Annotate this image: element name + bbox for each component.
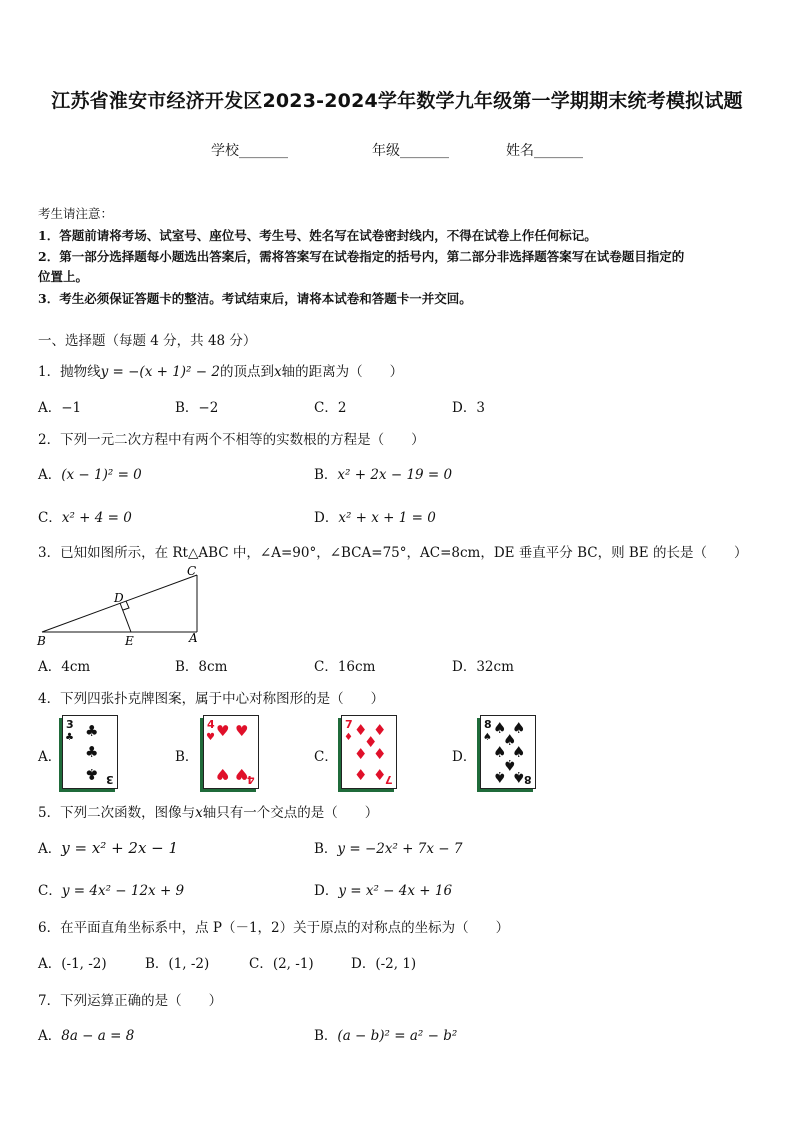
q5-option-c-label: C． <box>38 883 62 899</box>
segment-de <box>120 603 131 632</box>
question-5 <box>38 801 378 821</box>
spade-icon: ♠ <box>512 743 526 761</box>
q5-option-d-label: D． <box>314 883 339 899</box>
q3-option-b: B．8cm <box>175 659 228 675</box>
heart-icon: ♥ <box>216 765 230 783</box>
diamond-icon: ♦ <box>354 766 368 784</box>
spade-icon: ♠ <box>493 719 507 737</box>
card-rank: 7 <box>385 773 393 786</box>
notice-item-2-cont: 位置上。 <box>38 269 89 284</box>
diamond-icon: ♦ <box>354 745 368 763</box>
q2-option-c-math: x² + 4 = 0 <box>61 510 132 526</box>
q5-option-d <box>314 879 452 899</box>
playing-card-4-hearts <box>203 715 259 789</box>
q5-option-b <box>314 837 462 857</box>
q7-option-a <box>38 1024 134 1044</box>
q1-option-c: C．2 <box>314 400 347 416</box>
notice-item-2: 2．第一部分选择题每小题选出答案后，需将答案写在试卷指定的括号内，第二部分非选择题答案写在试卷题目指定的 <box>38 249 685 264</box>
q3-option-a: A．4cm <box>38 659 91 675</box>
q1-var: x <box>273 364 282 380</box>
q4-option-b: B． <box>175 749 199 765</box>
club-icon: ♣ <box>65 732 74 743</box>
q5-option-a-label: A． <box>38 841 62 857</box>
notice-item-3: 3．考生必须保证答题卡的整洁。考试结束后，请将本试卷和答题卡一并交回。 <box>38 291 472 306</box>
diamond-icon: ♦ <box>344 732 353 743</box>
label-c: C <box>187 564 197 578</box>
playing-card-8-spades <box>480 715 536 789</box>
q6-option-b: B．(1, -2) <box>145 956 210 972</box>
q7-option-a-math: 8a − a = 8 <box>61 1028 135 1044</box>
question-3: 3．已知如图所示，在 Rt△ABC 中，∠A=90°，∠BCA=75°，AC=8cm，DE 垂直平分 BC，则 BE 的长是（ ） <box>38 545 748 561</box>
exam-title: 江苏省淮安市经济开发区2023-2024学年数学九年级第一学期期末统考模拟试题 <box>51 90 743 112</box>
diamond-icon: ♦ <box>373 745 387 763</box>
question-7: 7．下列运算正确的是（ ） <box>38 993 223 1009</box>
diamond-icon: ♦ <box>354 721 368 739</box>
section-heading: 一、选择题（每题 4 分，共 48 分） <box>38 333 257 349</box>
school-field: 学校_______ <box>211 143 288 159</box>
q5-option-b-math: y = −2x² + 7x − 7 <box>337 841 463 857</box>
q1-option-b: B．−2 <box>175 400 219 416</box>
q1-option-d: D．3 <box>452 400 485 416</box>
q7-option-b-math: (a − b)² = a² − b² <box>337 1028 458 1044</box>
q6-option-a: A．(-1, -2) <box>38 956 107 972</box>
card-rank: 4 <box>247 773 255 786</box>
q6-option-d: D．(-2, 1) <box>351 956 417 972</box>
q1-stem-pre: 1．抛物线 <box>38 364 101 380</box>
club-icon: ♣ <box>85 765 99 783</box>
playing-card-7-diamonds <box>341 715 397 789</box>
q2-option-a-label: A． <box>38 467 62 483</box>
q5-option-d-math: y = x² − 4x + 16 <box>338 883 453 899</box>
q1-formula: y = −(x + 1)² − 2 <box>100 364 220 380</box>
q2-option-c <box>38 506 132 526</box>
q2-option-d-math: x² + x + 1 = 0 <box>338 510 436 526</box>
q2-option-a <box>38 463 142 483</box>
q7-option-b-label: B． <box>314 1028 338 1044</box>
notice-heading: 考生请注意： <box>38 206 114 221</box>
card-rank: 4 <box>207 718 215 731</box>
label-b: B <box>37 634 46 648</box>
q5-option-c <box>38 879 184 899</box>
club-icon: ♣ <box>85 743 99 761</box>
playing-card-3-clubs <box>62 715 118 789</box>
heart-icon: ♥ <box>216 722 230 740</box>
q4-option-c: C． <box>314 749 338 765</box>
grade-field: 年级_______ <box>372 143 449 159</box>
notice-item-1: 1．答题前请将考场、试室号、座位号、考生号、姓名写在试卷密封线内，不得在试卷上作任何标记。 <box>38 228 597 243</box>
question-2: 2．下列一元二次方程中有两个不相等的实数根的方程是（ ） <box>38 432 425 448</box>
spade-icon: ♠ <box>483 732 492 743</box>
question-6: 6．在平面直角坐标系中，点 P（－1，2）关于原点的对称点的坐标为（ ） <box>38 920 510 936</box>
spade-icon: ♠ <box>512 719 526 737</box>
card-rank: 3 <box>106 773 114 786</box>
card-rank: 8 <box>484 718 492 731</box>
card-rank: 3 <box>66 718 74 731</box>
q7-option-b <box>314 1024 457 1044</box>
name-field: 姓名_______ <box>506 143 583 159</box>
label-e: E <box>125 634 134 648</box>
label-a: A <box>189 631 198 645</box>
triangle-diagram <box>34 563 214 649</box>
q2-option-c-label: C． <box>38 510 62 526</box>
q2-option-d <box>314 506 436 526</box>
q4-option-d: D． <box>452 749 477 765</box>
q2-option-b-label: B． <box>314 467 338 483</box>
q3-option-c: C．16cm <box>314 659 376 675</box>
q2-option-d-label: D． <box>314 510 339 526</box>
diamond-icon: ♦ <box>373 721 387 739</box>
q5-var: x <box>195 805 203 821</box>
q5-stem-post: 轴只有一个交点的是（ ） <box>202 805 379 821</box>
q5-option-a <box>38 837 178 857</box>
q1-stem-mid: 的顶点到 <box>219 364 274 380</box>
q1-option-a: A．−1 <box>38 400 82 416</box>
question-4: 4．下列四张扑克牌图案，属于中心对称图形的是（ ） <box>38 691 385 707</box>
spade-icon: ♠ <box>503 731 517 749</box>
q2-option-b-math: x² + 2x − 19 = 0 <box>337 467 453 483</box>
diamond-icon: ♦ <box>373 766 387 784</box>
spade-icon: ♠ <box>493 743 507 761</box>
spade-icon: ♠ <box>512 768 526 786</box>
q3-option-d: D．32cm <box>452 659 514 675</box>
label-d: D <box>114 591 124 605</box>
q4-option-a: A． <box>38 749 62 765</box>
q5-option-a-math: y = x² + 2x − 1 <box>61 839 179 857</box>
spade-icon: ♠ <box>493 768 507 786</box>
diamond-icon: ♦ <box>364 733 378 751</box>
spade-icon: ♠ <box>503 756 517 774</box>
heart-icon: ♥ <box>235 765 249 783</box>
question-1 <box>38 360 403 380</box>
q5-option-b-label: B． <box>314 841 338 857</box>
q6-option-c: C．(2, -1) <box>249 956 314 972</box>
club-icon: ♣ <box>85 722 99 740</box>
heart-icon: ♥ <box>235 722 249 740</box>
card-rank: 7 <box>345 718 353 731</box>
q1-stem-post: 轴的距离为（ ） <box>281 364 404 380</box>
q5-stem-pre: 5．下列二次函数，图像与 <box>38 805 196 821</box>
card-rank: 8 <box>524 773 532 786</box>
q2-option-a-math: (x − 1)² = 0 <box>61 467 142 483</box>
q5-option-c-math: y = 4x² − 12x + 9 <box>61 883 185 899</box>
heart-icon: ♥ <box>206 732 215 743</box>
q2-option-b <box>314 463 452 483</box>
q7-option-a-label: A． <box>38 1028 62 1044</box>
